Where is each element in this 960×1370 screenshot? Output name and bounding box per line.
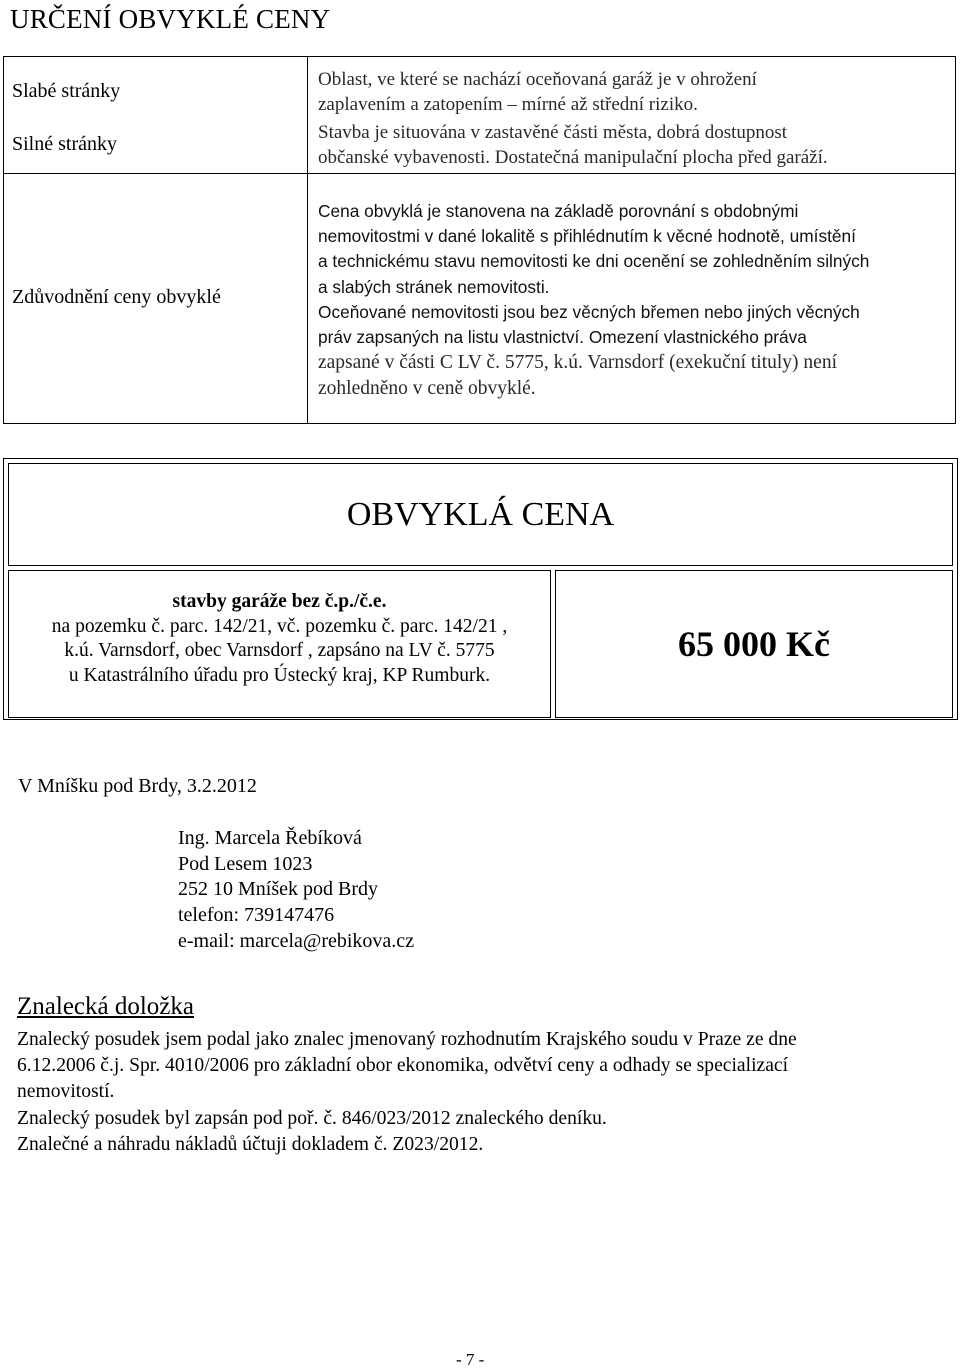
text-line: Oblast, ve které se nachází oceňovaná garáž je v ohrožení xyxy=(318,69,757,90)
weaknesses-text xyxy=(318,67,950,117)
text-line: a technickému stavu nemovitosti ke dni ocenění se zohledněním silných xyxy=(318,251,870,272)
price-heading: OBVYKLÁ CENA xyxy=(8,463,953,566)
weaknesses-label: Slabé stránky xyxy=(12,80,121,102)
phone: telefon: 739147476 xyxy=(178,904,335,927)
page-number: - 7 - xyxy=(456,1350,485,1369)
expert-name: Ing. Marcela Řebíková xyxy=(178,827,362,849)
text-line: Cena obvyklá je stanovena na základě porovnání s obdobnými xyxy=(318,201,799,221)
clause-text xyxy=(17,1027,947,1158)
clause-title: Znalecká doložka xyxy=(17,993,194,1020)
text-line: práv zapsaných na listu vlastnictví. Omezení vlastnického práva xyxy=(318,327,807,348)
price-subject: stavby garáže bez č.p./č.e. xyxy=(172,591,387,612)
text-line: u Katastrálního úřadu pro Ústecký kraj, KP Rumburk. xyxy=(68,664,491,686)
expert-address xyxy=(178,826,414,955)
text-line: nemovitostí. xyxy=(17,1081,115,1103)
email: e-mail: marcela@rebikova.cz xyxy=(178,929,415,952)
table-row-divider xyxy=(3,173,956,174)
text-line: a slabých stránek nemovitosti. xyxy=(318,276,550,297)
text-line: nemovitostmi v dané lokalitě s přihlédnutím k věcné hodnotě, umístění xyxy=(318,226,856,247)
price-value: 65 000 Kč xyxy=(555,570,953,718)
text-line: Znalečné a náhradu nákladů účtuji dokladem č. Z023/2012. xyxy=(17,1133,484,1155)
address-street: Pod Lesem 1023 xyxy=(178,852,313,875)
text-line: na pozemku č. parc. 142/21, vč. pozemku č. parc. 142/21 , xyxy=(51,615,508,637)
text-line: zohledněno v ceně obvyklé. xyxy=(318,377,536,399)
price-description xyxy=(8,590,551,688)
text-line: 6.12.2006 č.j. Spr. 4010/2006 pro základní obor ekonomika, odvětví ceny a odhady se specializací xyxy=(17,1055,789,1077)
strengths-label: Silné stránky xyxy=(12,133,117,155)
text-line: Stavba je situována v zastavěné části města, dobrá dostupnost xyxy=(318,122,788,143)
page-title: URČENÍ OBVYKLÉ CENY xyxy=(10,4,331,34)
text-line: zaplavením a zatopením – mírné až střední riziko. xyxy=(318,94,698,115)
address-city: 252 10 Mníšek pod Brdy xyxy=(178,878,378,901)
justification-text xyxy=(318,199,950,401)
place-date: V Mníšku pod Brdy, 3.2.2012 xyxy=(18,775,257,797)
text-line: Znalecký posudek byl zapsán pod poř. č. 846/023/2012 znaleckého deníku. xyxy=(17,1107,607,1129)
strengths-text xyxy=(318,120,950,170)
text-line: Oceňované nemovitosti jsou bez věcných břemen nebo jiných věcných xyxy=(318,301,860,322)
text-line: zapsané v části C LV č. 5775, k.ú. Varnsdorf (exekuční tituly) není xyxy=(318,352,837,374)
text-line: k.ú. Varnsdorf, obec Varnsdorf , zapsáno na LV č. 5775 xyxy=(64,640,495,661)
justification-label: Zdůvodnění ceny obvyklé xyxy=(12,286,221,308)
table-column-divider xyxy=(307,56,308,424)
text-line: Znalecký posudek jsem podal jako znalec jmenovaný rozhodnutím Krajského soudu v Praze ze dne xyxy=(17,1029,797,1050)
text-line: občanské vybavenosti. Dostatečná manipulační plocha před garáží. xyxy=(318,147,828,168)
